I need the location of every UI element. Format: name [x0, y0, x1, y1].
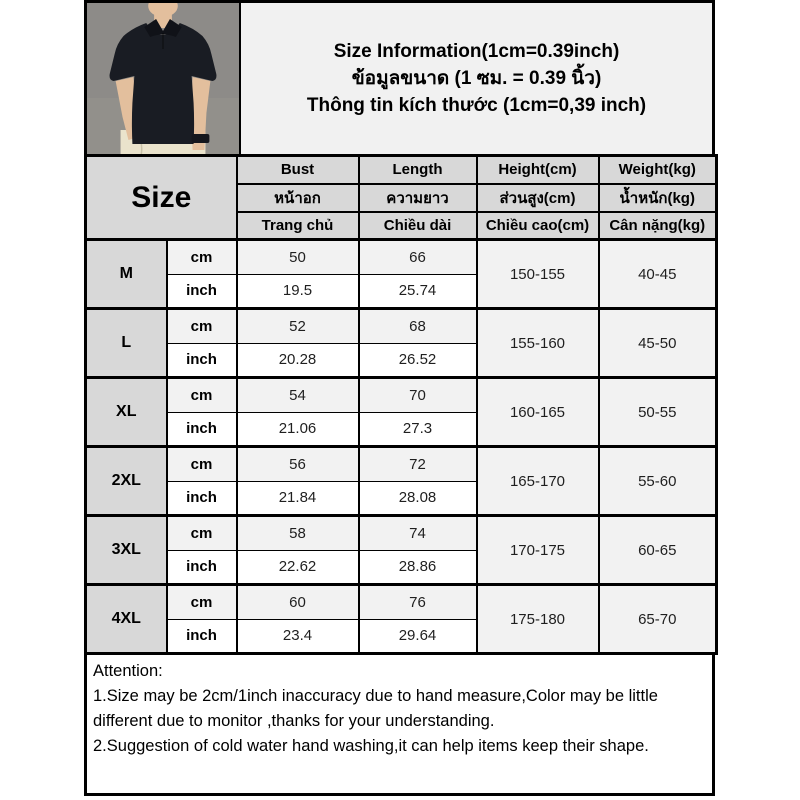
unit-cell-cm: cm	[167, 585, 237, 620]
length-cm-2xl: 72	[359, 447, 477, 482]
length-inch-xl: 27.3	[359, 412, 477, 447]
length-inch-l: 26.52	[359, 343, 477, 378]
attention-note-2: 2.Suggestion of cold water hand washing,it can help items keep their shape.	[93, 737, 649, 755]
size-chart-panel	[84, 0, 715, 796]
length-cm-xl: 70	[359, 378, 477, 413]
height-range-m: 150-155	[477, 240, 599, 309]
bust-cm-m: 50	[237, 240, 359, 275]
length-cm-3xl: 74	[359, 516, 477, 551]
bust-cm-xl: 54	[237, 378, 359, 413]
weight-range-xl: 50-55	[599, 378, 717, 447]
header-section	[84, 0, 715, 154]
weight-range-m: 40-45	[599, 240, 717, 309]
product-photo	[87, 3, 241, 154]
unit-cell-cm: cm	[167, 309, 237, 344]
bust-inch-2xl: 21.84	[237, 481, 359, 516]
length-cm-l: 68	[359, 309, 477, 344]
length-inch-4xl: 29.64	[359, 619, 477, 654]
length-cm-4xl: 76	[359, 585, 477, 620]
size-label-2xl: 2XL	[86, 447, 167, 516]
col-header-bust-vi: Trang chủ	[237, 212, 359, 240]
bust-inch-xl: 21.06	[237, 412, 359, 447]
bust-cm-3xl: 58	[237, 516, 359, 551]
unit-cell-cm: cm	[167, 516, 237, 551]
unit-cell-inch: inch	[167, 619, 237, 654]
height-range-l: 155-160	[477, 309, 599, 378]
col-header-weight-vi: Cân nặng(kg)	[599, 212, 717, 240]
unit-cell-cm: cm	[167, 447, 237, 482]
height-range-xl: 160-165	[477, 378, 599, 447]
product-photo-illustration	[87, 3, 239, 154]
title-line-th: ข้อมูลขนาด (1 ซม. = 0.39 นิ้ว)	[351, 68, 602, 89]
unit-cell-cm: cm	[167, 240, 237, 275]
bust-cm-l: 52	[237, 309, 359, 344]
height-range-3xl: 170-175	[477, 516, 599, 585]
title-line-en: Size Information(1cm=0.39inch)	[333, 41, 620, 62]
unit-cell-inch: inch	[167, 274, 237, 309]
unit-cell-inch: inch	[167, 343, 237, 378]
col-header-height-en: Height(cm)	[477, 156, 599, 184]
length-inch-2xl: 28.08	[359, 481, 477, 516]
title-area	[241, 3, 712, 154]
size-label-l: L	[86, 309, 167, 378]
bust-inch-4xl: 23.4	[237, 619, 359, 654]
size-label-3xl: 3XL	[86, 516, 167, 585]
col-header-height-vi: Chiều cao(cm)	[477, 212, 599, 240]
height-range-2xl: 165-170	[477, 447, 599, 516]
height-range-4xl: 175-180	[477, 585, 599, 654]
col-header-bust-en: Bust	[237, 156, 359, 184]
col-header-bust-th: หน้าอก	[237, 184, 359, 212]
size-label-xl: XL	[86, 378, 167, 447]
bust-inch-m: 19.5	[237, 274, 359, 309]
length-inch-3xl: 28.86	[359, 550, 477, 585]
weight-range-2xl: 55-60	[599, 447, 717, 516]
col-header-length-en: Length	[359, 156, 477, 184]
attention-note-1: 1.Size may be 2cm/1inch inaccuracy due to hand measure,Color may be little different due to monitor ,thanks for your understanding.	[93, 687, 658, 730]
unit-cell-inch: inch	[167, 481, 237, 516]
title-line-vi: Thông tin kích thước (1cm=0,39 inch)	[306, 95, 647, 116]
unit-cell-cm: cm	[167, 378, 237, 413]
bust-cm-4xl: 60	[237, 585, 359, 620]
col-header-height-th: ส่วนสูง(cm)	[477, 184, 599, 212]
weight-range-l: 45-50	[599, 309, 717, 378]
length-inch-m: 25.74	[359, 274, 477, 309]
col-header-weight-th: น้ำหนัก(kg)	[599, 184, 717, 212]
bust-cm-2xl: 56	[237, 447, 359, 482]
size-label-4xl: 4XL	[86, 585, 167, 654]
watch-shape	[192, 134, 210, 143]
col-header-weight-en: Weight(kg)	[599, 156, 717, 184]
size-table	[84, 154, 718, 655]
col-header-length-th: ความยาว	[359, 184, 477, 212]
attention-box	[84, 655, 715, 796]
bust-inch-3xl: 22.62	[237, 550, 359, 585]
size-corner-header: Size	[86, 156, 237, 240]
weight-range-4xl: 65-70	[599, 585, 717, 654]
unit-cell-inch: inch	[167, 550, 237, 585]
length-cm-m: 66	[359, 240, 477, 275]
unit-cell-inch: inch	[167, 412, 237, 447]
size-label-m: M	[86, 240, 167, 309]
weight-range-3xl: 60-65	[599, 516, 717, 585]
bust-inch-l: 20.28	[237, 343, 359, 378]
col-header-length-vi: Chiều dài	[359, 212, 477, 240]
attention-title: Attention:	[93, 662, 163, 680]
